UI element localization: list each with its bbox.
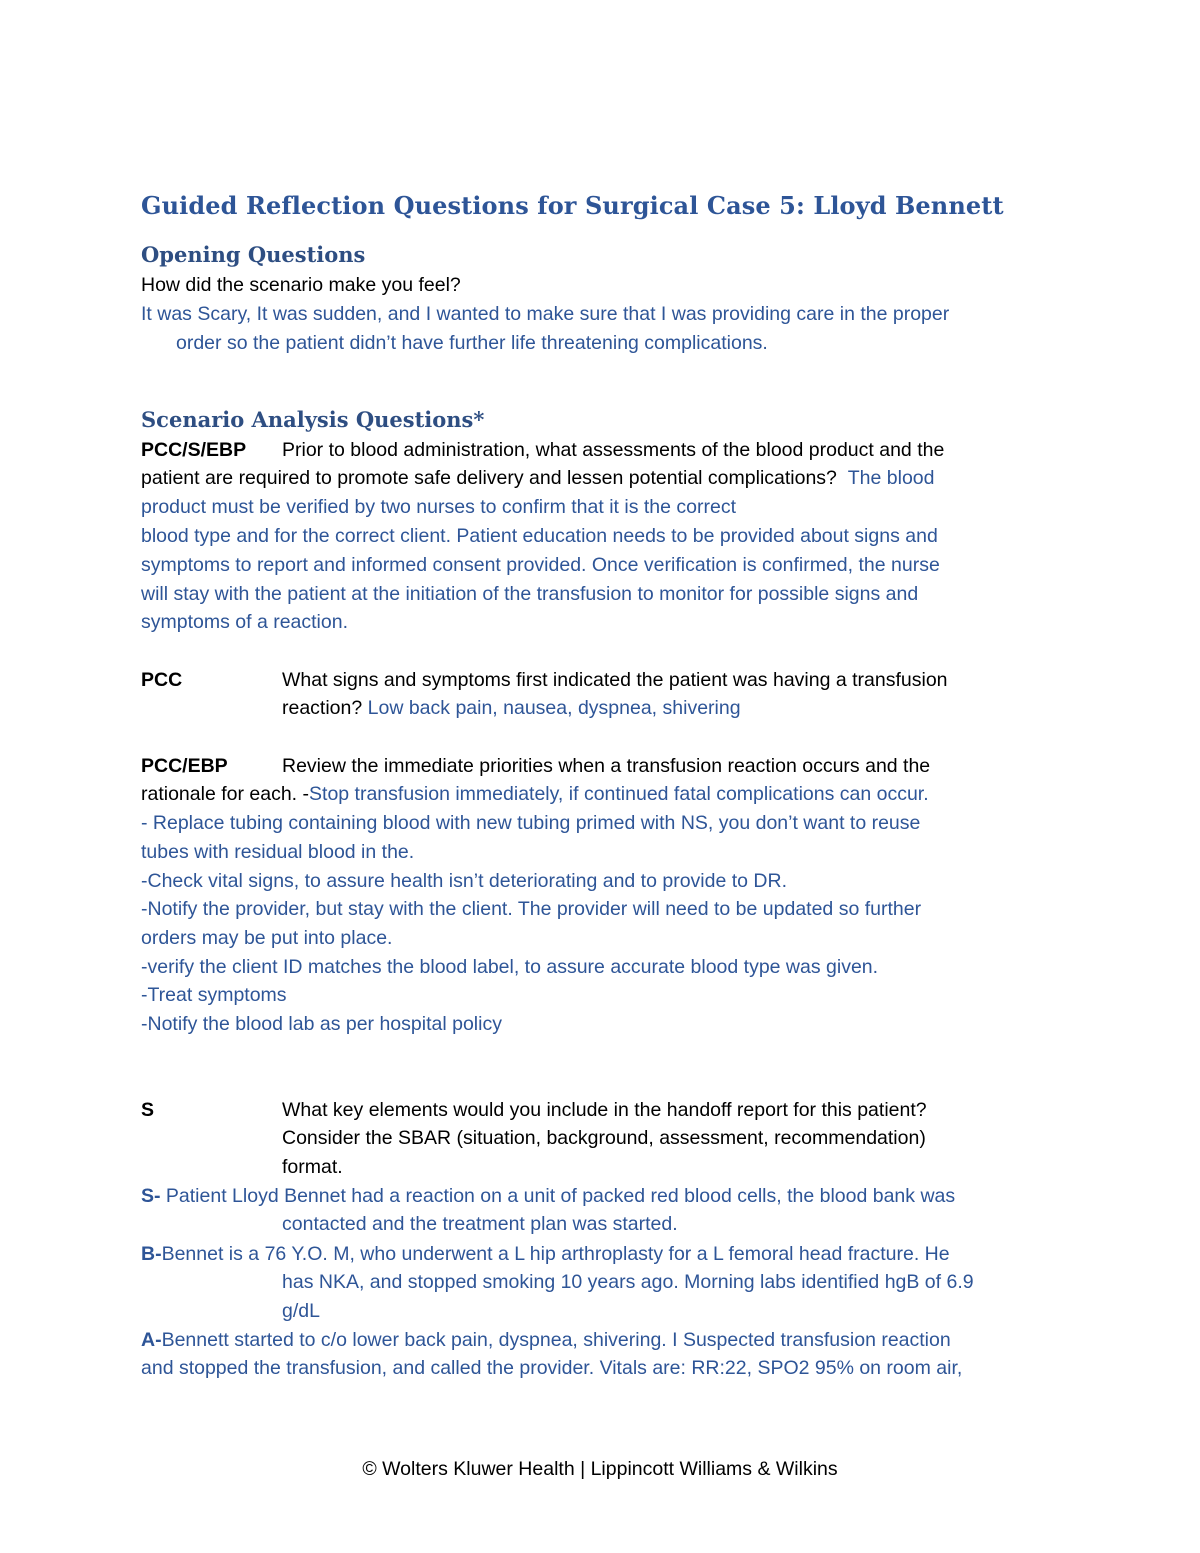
question-2-answer: Low back pain, nausea, dyspnea, shivering [367, 697, 741, 719]
sbar-situation-line-1 [141, 1182, 955, 1211]
sbar-background-line-3: g/dL [282, 1300, 320, 1322]
question-3-answer-line-2: tubes with residual blood in the. [141, 841, 415, 863]
sbar-background-line-1 [141, 1240, 950, 1269]
question-1-line-1: Prior to blood administration, what assessments of the blood product and the [282, 439, 945, 461]
question-1-line-2-text: patient are required to promote safe delivery and lessen potential complications? [141, 467, 837, 489]
question-1-answer-start: The blood [847, 467, 935, 489]
sbar-assessment-label: A- [141, 1329, 162, 1351]
question-4-tag: S [141, 1099, 155, 1121]
question-1-line-2 [141, 464, 934, 493]
question-3-answer-start: Stop transfusion immediately, if continued fatal complications can occur. [309, 783, 929, 805]
scenario-analysis-heading: Scenario Analysis Questions* [141, 407, 485, 432]
question-2-line-2-text: reaction? [282, 697, 363, 719]
question-3-line-1: Review the immediate priorities when a transfusion reaction occurs and the [282, 755, 931, 777]
sbar-background-label: B- [141, 1243, 162, 1265]
question-3-answer-line-6: -verify the client ID matches the blood label, to assure accurate blood type was given. [141, 956, 879, 978]
opening-questions-heading: Opening Questions [141, 242, 366, 267]
sbar-assessment-line-1 [141, 1326, 951, 1355]
question-3-answer-line-1: - Replace tubing containing blood with new tubing primed with NS, you don’t want to reuse [141, 812, 921, 834]
question-3-line-2-text: rationale for each. - [141, 783, 310, 805]
sbar-assessment-line-2: and stopped the transfusion, and called the provider. Vitals are: RR:22, SPO2 95% on room air, [141, 1357, 963, 1379]
question-3-answer-line-7: -Treat symptoms [141, 984, 287, 1006]
question-1-answer-line-1: product must be verified by two nurses to confirm that it is the correct [141, 496, 736, 518]
question-3-answer-line-3: -Check vital signs, to assure health isn’t deteriorating and to provide to DR. [141, 870, 787, 892]
sbar-situation-label: S- [141, 1185, 161, 1207]
question-4-line-1: What key elements would you include in the handoff report for this patient? [282, 1099, 927, 1121]
page-footer: © Wolters Kluwer Health | Lippincott Williams & Wilkins [362, 1458, 838, 1480]
question-3-answer-line-8: -Notify the blood lab as per hospital policy [141, 1013, 502, 1035]
question-1-tag: PCC/S/EBP [141, 439, 247, 461]
sbar-assessment-text: Bennett started to c/o lower back pain, dyspnea, shivering. I Suspected transfusion reaction [161, 1329, 951, 1351]
question-3-answer-line-5: orders may be put into place. [141, 927, 393, 949]
opening-answer-line-2: order so the patient didn’t have further life threatening complications. [176, 332, 768, 354]
question-2-line-1: What signs and symptoms first indicated the patient was having a transfusion [282, 669, 948, 691]
question-2-tag: PCC [141, 669, 183, 691]
question-4-line-3: format. [282, 1156, 343, 1178]
question-3-answer-line-4: -Notify the provider, but stay with the client. The provider will need to be updated so further [141, 898, 922, 920]
opening-question: How did the scenario make you feel? [141, 274, 461, 296]
question-4-line-2: Consider the SBAR (situation, background, assessment, recommendation) [282, 1127, 926, 1149]
sbar-background-text: Bennet is a 76 Y.O. M, who underwent a L hip arthroplasty for a L femoral head fracture. He [161, 1243, 950, 1265]
question-3-line-2 [141, 780, 929, 809]
opening-answer-line-1: It was Scary, It was sudden, and I wanted to make sure that I was providing care in the proper [141, 303, 950, 325]
question-1-answer-line-4: will stay with the patient at the initiation of the transfusion to monitor for possible signs and [141, 583, 919, 605]
document-title: Guided Reflection Questions for Surgical Case 5: Lloyd Bennett [141, 191, 1004, 220]
question-1-answer-line-2: blood type and for the correct client. Patient education needs to be provided about signs and [141, 525, 938, 547]
question-1-answer-line-5: symptoms of a reaction. [141, 611, 348, 633]
sbar-background-line-2: has NKA, and stopped smoking 10 years ago. Morning labs identified hgB of 6.9 [282, 1271, 974, 1293]
sbar-situation-line-2: contacted and the treatment plan was started. [282, 1213, 678, 1235]
sbar-situation-text: Patient Lloyd Bennet had a reaction on a unit of packed red blood cells, the blood bank was [160, 1185, 956, 1207]
question-1-answer-line-3: symptoms to report and informed consent provided. Once verification is confirmed, the nurse [141, 554, 940, 576]
question-3-tag: PCC/EBP [141, 755, 228, 777]
question-2-line-2 [282, 694, 741, 723]
